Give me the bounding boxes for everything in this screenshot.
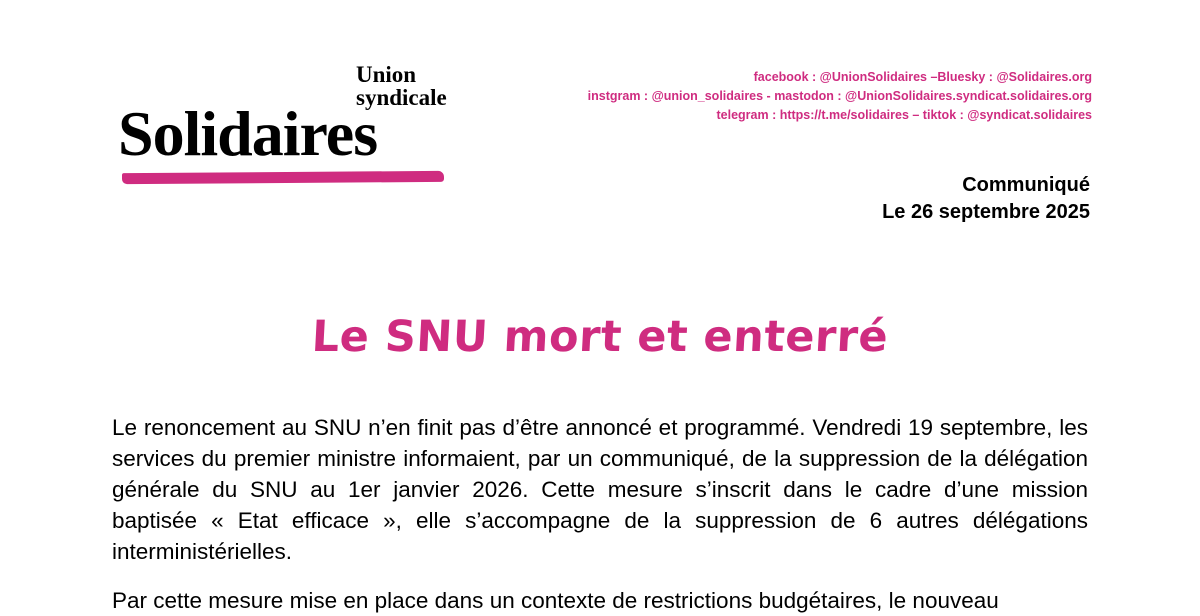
social-line-facebook-bluesky: facebook : @UnionSolidaires –Bluesky : @Solidaires.org [753,70,1092,84]
logo-underline-stroke [122,171,444,184]
document-meta [882,172,1090,226]
social-line-telegram-tiktok: telegram : https://t.me/solidaires – tiktok : @syndicat.solidaires [716,108,1092,122]
document-body [112,412,1088,616]
logo-wordmark: Solidaires [118,98,378,169]
page-title: Le SNU mort et enterré [310,311,890,362]
document-header [0,0,1200,230]
social-handles [588,68,1092,125]
document-date: Le 26 septembre 2025 [882,201,1090,223]
logo-line-2: syndicale [356,85,447,110]
social-line-instagram-mastodon: instgram : @union_solidaires - mastodon : @UnionSolidaires.syndicat.solidaires.org [587,89,1092,103]
body-paragraph-2: Par cette mesure mise en place dans un contexte de restrictions budgétaires, le nouveau [112,588,999,613]
logo-line-1: Union [356,62,417,87]
document-type: Communiqué [962,174,1090,196]
body-paragraph-1: Le renoncement au SNU n’en finit pas d’être annoncé et programmé. Vendredi 19 septembre, les services du premier ministre informaient, par un communiqué, de la suppression de la délégation générale du SNU au 1er janvier 2026. Cette mesure s’inscrit dans le cadre d’une mission baptisée « Etat efficace », elle s’accompagne de la suppression de 6 autres délégations interministérielles. [112,415,1088,564]
